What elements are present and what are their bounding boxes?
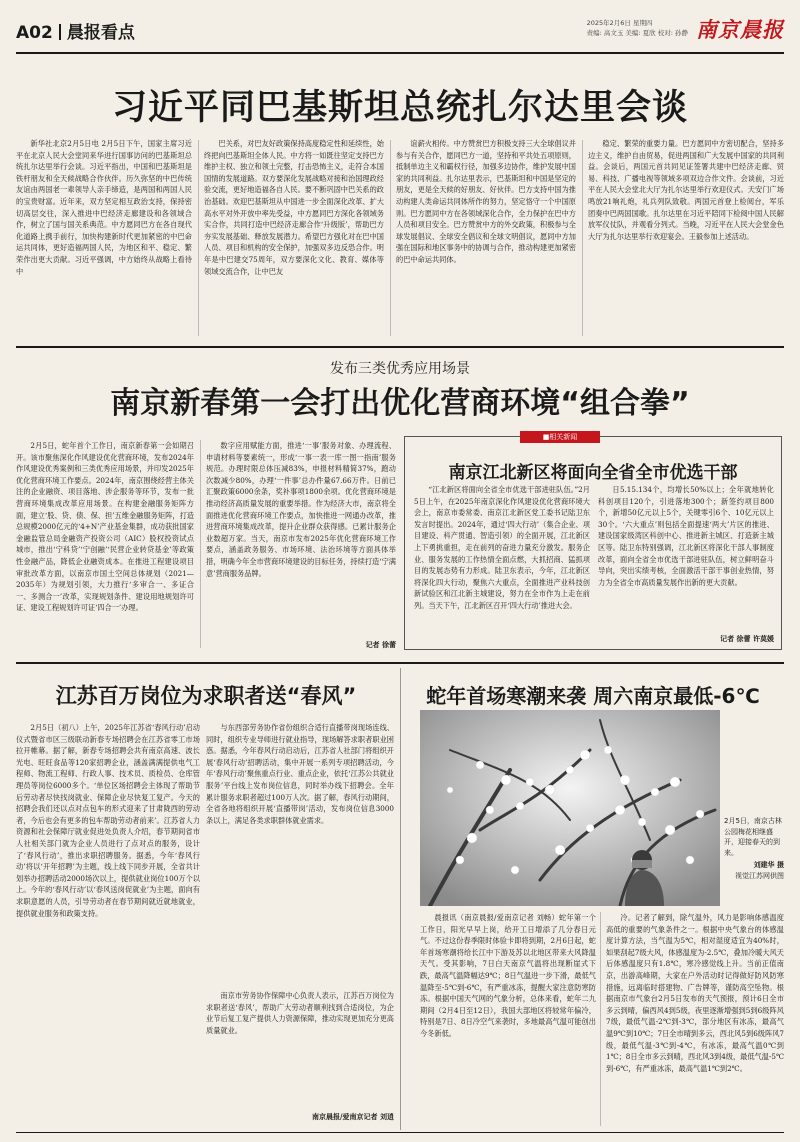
sidebar-byline: 记者 徐蕾 许莫媛	[720, 634, 774, 643]
issue-date: 2025年2月6日 星期四	[586, 19, 653, 27]
story3-column-1	[16, 722, 200, 1118]
story4-text-2: 冷。记者了解到，除气温外，风力是影响体感温度高低的重要的气象条件之一。根据中央气象台的体感温度计算方法，当气温为5℃，相对湿度适宜为40%时，如果刮起7级大风，体感温度为-2.5℃，叠加冷暖大风天后体感温度只有1.8℃，寒冷感觉线上升。当前正值南京，出游高峰期，大家在户外活动时记得做好防风防寒措施，远离临时搭建物、广告牌等，谨防高空坠物。根据南京市气象台2月5日发布的天气预报，预计6日全市多云到晴，偏西风4到5级，夜里逐渐增强到5到6级阵风7级，最低气温-2℃到-3℃，部分地区有冰冻，最高气温9℃到10℃；7日全市晴到多云，西北风5到6级阵风7级，最低气温-3℃到-4℃，有冰冻，最高气温0℃到1℃；8日全市多云到晴，西北风3到4级，最低气温-5℃到-6℃，有严重冰冻，最高气温1℃到2℃。	[606, 913, 784, 1073]
story3-text-3: 南京市劳务协作保障中心负责人表示，江苏百万岗位为求职者送‘春风’，帮助广大劳动者顺利找到合适岗位，为企业节后复工复产提供人力资源保障，推动实现更加充分更高质量就业。	[206, 991, 394, 1035]
column-divider	[390, 140, 391, 336]
story4-headline: 蛇年首场寒潮来袭 周六南京最低-6℃	[426, 684, 760, 708]
sidebar-column-2	[598, 484, 774, 630]
photo-caption-block	[724, 816, 784, 881]
story3-text-1: 2月5日（初八）上午，2025年江苏省‘春风行动’启动仪式暨省市区三级联动新春专场招聘会在江苏省零工市场拉开帷幕。据了解，新春专场招聘会共有南京高速、波长光电、旺旺食品等120家招聘企业，涵盖满满提供电气工程师、物流工程师、行政人事、技术员、质检员、仓库管理员等岗位6000多个。‘单位区场招聘会主体现了帮助节后劳动者尽快找岗就业、保障企业尽快复工复产。今天的招聘会我们还以点对点包车的形式迎来了甘肃陇西的劳动者，今后也会有更多的包车帮助劳动者前来’。江苏省人力资源和社会保障厅就业促进处负责人介绍，春节期间省市人社相关部门就为企业人员进行了点对点的服务，设计了‘春风行动’，推出求职招聘服务。据悉，今年‘春风行动’将以‘开年招聘’为主题，线上线下同步开展，全省共计划举办招聘活动2000场次以上，提供就业岗位100万个以上。今年的‘春风行动’以‘春风送岗促就业’为主题，面向有求职意愿的人员，引导劳动者在春节期间就近就地就业，提供就业服务和政策支持。	[16, 723, 200, 918]
column-divider	[600, 912, 601, 1126]
story2-headline: 南京新春第一会打出优化营商环境“组合拳”	[110, 386, 690, 421]
sidebar-text-1: “江北新区将面向全省全市优选干部进驻队伍。”2月5日上午，在2025年南京深化作风建设优化营商环境大会上，南京市委常委、南京江北新区党工委书记陆卫东发言时提出。2024年，通过‘四大行动’（集合企业、项目建设、科产贯通、智造引领）的全面开展，江北新区上下勇挑重担，走在前列的奋进力量充分激发。服务企业、服务发展的工作热情全面点燃，大抓招商、猛抓项目的发展态势有力形成。陆卫东表示，今年，江北新区将深化四大行动，聚焦六大重点，全面推进产业科技创新试验区和江北新主城建设，努力在全市作为上走在前列。当天下午，江北新区召开‘四大行动’推进大会。	[414, 485, 590, 610]
related-news-tag: ■相关新闻	[520, 431, 600, 443]
bottom-rule	[16, 1132, 784, 1133]
photo-source: 视觉江苏网供图	[735, 871, 784, 880]
photo-credit: 刘建华 摄	[753, 861, 784, 869]
story1-text-4: 稳定、繁荣的重要力量。巴方愿同中方密切配合，坚持多边主义，维护自由贸易，促进两国和广大发展中国家的共同利益。会谈后，两国元首共同见证签署共建中巴经济走廊、贸易、科技、广播电视等领域多项双边合作文件。会谈前，习近平在人民大会堂北大厅为扎尔达里举行欢迎仪式。天安门广场鸣放21响礼炮，礼兵列队致敬。两国元首登上检阅台，军乐团奏中巴两国国歌。扎尔达里在习近平陪同下检阅中国人民解放军仪仗队，并观看分列式。当晚，习近平在人民大会堂金色大厅为扎尔达里举行欢迎宴会。王毅参加上述活动。	[588, 139, 784, 241]
column-divider	[582, 140, 583, 336]
story2-kicker: 发布三类优秀应用场景	[330, 361, 470, 377]
story1-text-1: 新华社北京2月5日电 2月5日下午，国家主席习近平在北京人民大会堂同来华进行国事访问的巴基斯坦总统扎尔达里举行会谈。习近平指出，中国和巴基斯坦是铁杆朋友和全天候战略合作伙伴。历久弥坚的中巴传统友谊由两国老一辈领导人亲手缔造，是两国和两国人民的宝贵财富。近年来，双方坚定相互政治支持，保持密切高层交往，深入推进中巴经济走廊建设和各领域合作，树立了国与国关系典范。中方愿同巴方在各自现代化道路上携手前行，加快构建新时代更加紧密的中巴命运共同体，更好造福两国人民，为地区和平、稳定、繁荣作出更大贡献。习近平强调，中方始终从战略上看待中	[16, 139, 192, 276]
vertical-rule	[400, 668, 401, 1130]
story4-column-1	[420, 912, 596, 1126]
story4-text-1: 晨报讯（南京晨报/爱南京记者 刘畅）蛇年第一个工作日，阳光早早上岗，给开工日增添了几分春日元气。不过这份春季限时体验卡即将到期，2月6日起，蛇年首场寒潮将给长江中下游及苏以北地区带来大风降温天气。受其影响，7日白天南京气温将出现断崖式下跌，最高气温降幅达9℃；8日气温进一步下滑，最低气温降至-5℃到-6℃，有严重冰冻，提醒大家注意防寒防冻。根据中国天气网的气象分析，总体来看，蛇年二九期间（2月4日至12日），我国大部地区将较常年偏冷，特别是7日、8日冷空气来袭时，多地最高气温可能创出今冬新低。	[420, 913, 596, 1038]
story3-column-2	[206, 722, 394, 986]
page-label	[16, 18, 135, 43]
story3-byline: 南京晨报/爱南京记者 刘逍	[312, 1112, 394, 1121]
column-divider	[198, 140, 199, 336]
newspaper-logo: 南京晨报	[696, 17, 784, 42]
masthead	[16, 14, 784, 54]
column-divider	[200, 440, 201, 648]
story2-column-2	[206, 440, 396, 640]
edition-meta	[587, 18, 688, 38]
story4-column-2	[606, 912, 784, 1126]
story1-text-3: 谊薪火相传。中方赞赏巴方积极支持三大全球倡议并参与有关合作，愿同巴方一道，坚持和平共处五项原则，抵制单边主义和霸权行径，加强多边协作，维护发展中国家的共同利益。扎尔达里表示，巴基斯坦和中国是坚定的朋友，更是全天候的好朋友、好伙伴。巴方支持中国为推动构建人类命运共同体所作的努力，坚定恪守一个中国原则。巴方愿同中方在各领域深化合作，全力保护在巴中方人员和项目安全。巴方赞赏中方的外交政策，积极参与全球发展倡议、全球安全倡议和全球文明倡议，愿同中方加强在国际和地区事务中的协调与合作，推动构建更加紧密的巴中命运共同体。	[396, 139, 576, 264]
story3-text-2: 与东西部劳务协作省份组织合适行直播带岗现场连线、同时，组织专业导师进行就业指导，现场解答求职者职业困惑。据悉，今年春风行动启动后，江苏省人社部门将组织开展‘春风行动’招聘活动，集中开展一系列专项招聘活动，今年‘春风行动’聚焦重点行业、重点企业，依托‘江苏公共就业服务’平台线上发布岗位信息，同时举办线下招聘会。全年累计服务求职者超过100万人次。据了解，春风行动期间，全省各地将组织开展‘直播带岗’活动，发布岗位信息3000条以上，满足各类求职群体就业需求。	[206, 723, 394, 825]
story1-headline: 习近平同巴基斯坦总统扎尔达里会谈	[111, 88, 688, 128]
story2-column-1	[16, 440, 194, 650]
sidebar-column-1	[414, 484, 590, 642]
section-name: 晨报看点	[66, 23, 135, 43]
sidebar-text-2: 日5.15.134个，均增长50%以上；全年就地转化科创项目120个，引进落地300个；新签约项目800个，新增50亿元以上5个，关键零引6个、10亿元以上30个。‘六大重点’则包括全面提速‘两大’片区的推进、建设国家级湾区科创中心、推进新主城区、打造新主城区等。陆卫东特别强调，江北新区将深化干部人事制度改革，面向全省全市优选干部进驻队伍，树立鲜明奋斗导向，突出实绩考核，全面激活干部干事创业热情，努力为全省全市高质量发展作出新的更大贡献。	[598, 485, 774, 587]
sidebar-headline: 南京江北新区将面向全省全市优选干部	[448, 463, 738, 483]
story1-column-1	[16, 138, 192, 338]
photo-caption: 2月5日，南京古林公园梅花相继盛开，迎接春天的到来。	[724, 817, 782, 857]
section-rule	[16, 346, 784, 348]
editor-credits: 责编: 高文玉 美编: 夏欣 校对: 孙静	[586, 29, 688, 37]
separator	[59, 24, 61, 40]
story2-text-1: 2月5日，蛇年首个工作日，南京新春第一会如期召开。该市聚焦深化作风建设优化营商环境，发布2024年作风建设优秀案例和三类优秀应用场景，并印发2025年优化营商环境工作要点。2024年，南京围绕经营主体关注的企业融资、项目落地、涉企服务等环节，发布一批营商环境集成改革应用场景。在构建金融服务矩阵方面，建立‘股、贷、债、保、担’五维金融服务矩阵，打造总规模2000亿元的‘4+N’产业基金集群，成功获批国家金融监管总局金融资产投资公司（AIC）股权投资试点城市，推出‘宁科贷’‘宁创融’‘民营企业转贷基金’等政策性金融产品，降低企业融资成本。在推进工程建设项目审批改革方面，以南京市国土空间总体规划（2021—2035年）为规划引领，大力推行‘多审合一、多证合一、多测合一’改革，实现规划条件、建设用地规划许可证、建设工程规划许可证‘四合一’办理。	[16, 441, 194, 613]
story1-column-2	[204, 138, 384, 338]
story1-column-4	[588, 138, 784, 338]
story2-byline: 记者 徐蕾	[365, 640, 396, 649]
plum-blossom-photo	[420, 710, 720, 906]
story1-text-2: 巴关系，对巴友好政策保持高度稳定性和延续性，始终把向巴基斯坦全体人民。中方将一如既往坚定支持巴方维护主权、独立和领土完整，打击恐怖主义，走符合本国国情的发展道路。双方要深化发展战略对接和治国理政经验交流，更好地造福各自人民。要不断巩固中巴关系的政治基础。欢迎巴基斯坦从中国进一步全面深化改革、扩大高水平对外开放中率先受益，中方愿同巴方深化各领域务实合作，共同打造中巴经济走廊合作‘升级版’，帮助巴方夯实发展基础、释放发展潜力。希望巴方强化对在巴中国人员、项目和机构的安全保护，加强双多边反恐合作。明年是中巴建交75周年，双方要深化文化、教育、媒体等领域交流合作，让中巴友	[204, 139, 384, 276]
story3-column-3	[206, 990, 394, 1100]
story1-column-3	[396, 138, 576, 338]
page-number: A02	[16, 23, 53, 43]
story3-headline: 江苏百万岗位为求职者送“春风”	[55, 684, 357, 708]
section-rule	[16, 662, 784, 664]
story2-text-2: 数字应用赋能方面，推进‘一事’服务对象、办理流程、申请材料等要素统一，形成‘一事一表一库一图一指南’服务规范。办理时限总体压减83%，申报材料精简37%，跑动次数减少80%，办理‘一件事’总办件量67.66万件。日前已汇聚政策6000余条，奖补事项1800余项。优化营商环境是推动经济高质量发展的重要举措。作为经济大市，南京将全面推进优化营商环境工作要点，加快推进一网通办改革，推进营商环境集成改革，提升企业群众获得感。已累计服务企业数超万家。当天，南京市发布2025年优化营商环境工作要点，涵盖政务服务、市场环境、法治环境等方面具体举措，明确今年全市营商环境建设的目标任务，持续打造‘宁满意’营商服务品牌。	[206, 441, 396, 578]
